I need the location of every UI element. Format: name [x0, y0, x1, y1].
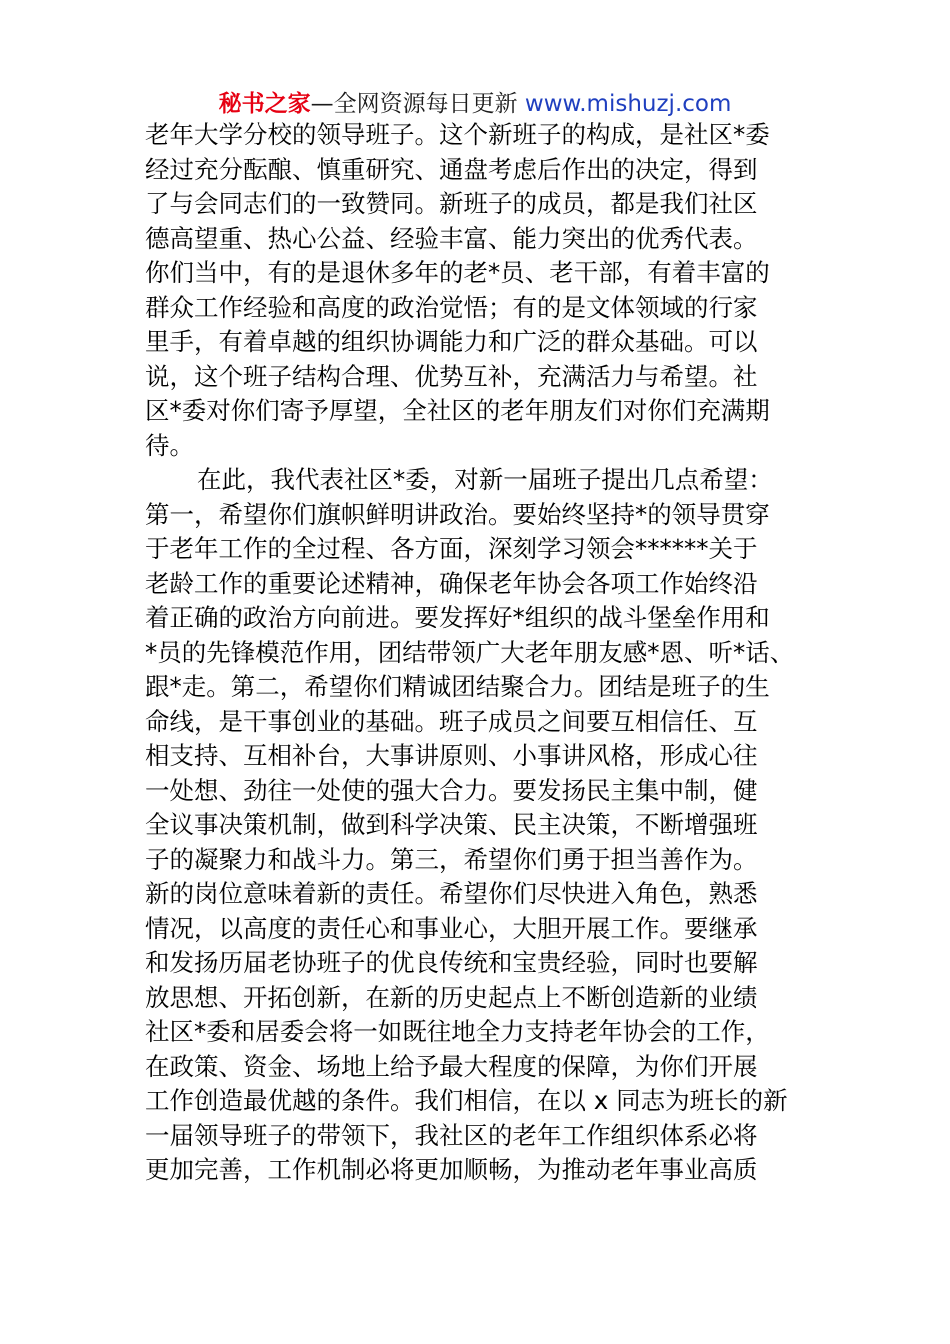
- text-line: 一届领导班子的带领下，我社区的老年工作组织体系必将: [145, 1120, 758, 1150]
- text-line: 和发扬历届老协班子的优良传统和宝贵经验，同时也要解: [145, 948, 758, 977]
- text-line: 着正确的政治方向前进。要发挥好*组织的战斗堡垒作用和: [145, 603, 770, 632]
- text-line: 待。: [145, 430, 194, 460]
- document-body: [145, 118, 815, 1188]
- text-line: 你们当中，有的是退休多年的老*员、老干部，有着丰富的: [145, 258, 770, 287]
- text-line: 工作创造最优越的条件。我们相信，在以 x 同志为班长的新: [145, 1086, 788, 1115]
- text-line: 情况，以高度的责任心和事业心，大胆开展工作。要继承: [145, 913, 758, 943]
- text-line: 群众工作经验和高度的政治觉悟；有的是文体领域的行家: [145, 292, 758, 322]
- text-line: 更加完善，工作机制必将更加顺畅，为推动老年事业高质: [145, 1155, 758, 1184]
- text-line: 区*委对你们寄予厚望，全社区的老年朋友们对你们充满期: [145, 396, 770, 425]
- site-tagline: —全网资源每日更新: [310, 91, 525, 117]
- text-line: *员的先锋模范作用，团结带领广大老年朋友感*恩、听*话、: [145, 637, 795, 667]
- text-line: 在政策、资金、场地上给予最大程度的保障，为你们开展: [145, 1051, 758, 1081]
- site-header: [0, 88, 950, 120]
- site-url-link[interactable]: www.mishuzj.com: [524, 91, 732, 117]
- text-line: 相支持、互相补台，大事讲原则、小事讲风格，形成心往: [145, 741, 758, 770]
- text-line: 放思想、开拓创新，在新的历史起点上不断创造新的业绩: [145, 982, 758, 1012]
- text-line: 一处想、劲往一处使的强大合力。要发扬民主集中制，健: [145, 775, 758, 805]
- text-line: 老年大学分校的领导班子。这个新班子的构成，是社区*委: [145, 120, 770, 149]
- text-line: 新的岗位意味着新的责任。希望你们尽快进入角色，熟悉: [145, 879, 758, 908]
- text-line: 跟*走。第二，希望你们精诚团结聚合力。团结是班子的生: [145, 672, 770, 701]
- text-line: 里手，有着卓越的组织协调能力和广泛的群众基础。可以: [145, 327, 758, 356]
- text-line: 全议事决策机制，做到科学决策、民主决策，不断增强班: [145, 810, 758, 839]
- text-line: 子的凝聚力和战斗力。第三，希望你们勇于担当善作为。: [145, 844, 758, 874]
- text-line: 了与会同志们的一致赞同。新班子的成员，都是我们社区: [145, 189, 758, 218]
- text-line: 说，这个班子结构合理、优势互补，充满活力与希望。社: [145, 361, 758, 391]
- paragraph-start-line: 在此，我代表社区*委，对新一届班子提出几点希望：: [197, 465, 773, 494]
- text-line: 命线，是干事创业的基础。班子成员之间要互相信任、互: [145, 706, 758, 736]
- text-line: 于老年工作的全过程、各方面，深刻学习领会******关于: [145, 534, 758, 563]
- text-line: 第一，希望你们旗帜鲜明讲政治。要始终坚持*的领导贯穿: [145, 499, 770, 529]
- text-line: 德高望重、热心公益、经验丰富、能力突出的优秀代表。: [145, 223, 758, 253]
- site-brand: 秘书之家: [218, 91, 311, 117]
- text-line: 社区*委和居委会将一如既往地全力支持老年协会的工作，: [145, 1017, 770, 1046]
- text-line: 经过充分酝酿、慎重研究、通盘考虑后作出的决定，得到: [145, 154, 758, 184]
- text-line: 老龄工作的重要论述精神，确保老年协会各项工作始终沿: [145, 568, 758, 598]
